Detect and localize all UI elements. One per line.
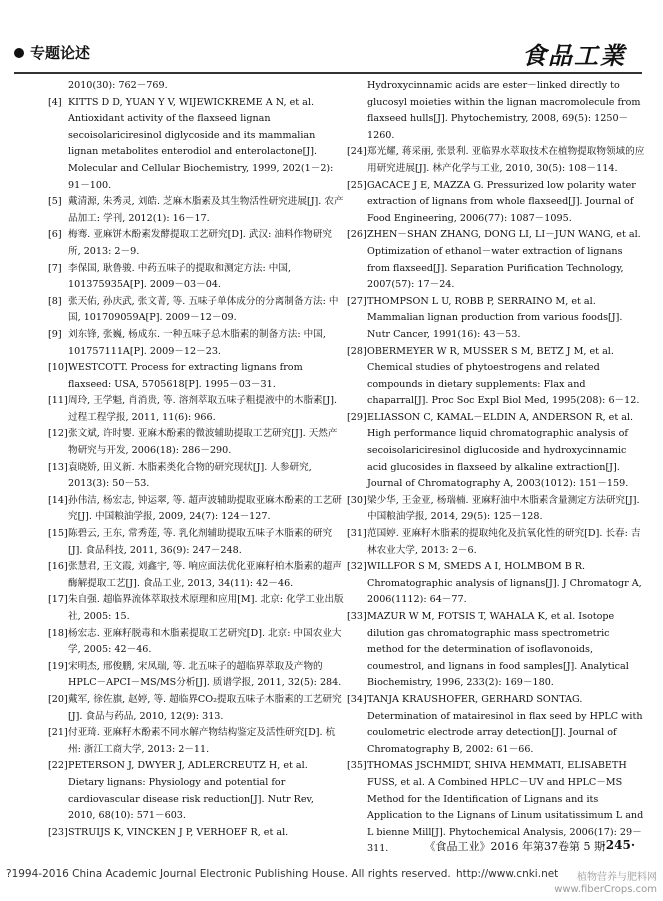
reference-item — [48, 78, 344, 95]
watermark-line-1: 植物营养与肥料网 — [577, 872, 657, 883]
reference-item — [347, 78, 647, 144]
watermark — [554, 872, 657, 896]
reference-item — [347, 526, 647, 559]
reference-number: [20] — [48, 693, 68, 705]
reference-item — [48, 360, 344, 393]
journal-logo: 食品工業 — [522, 41, 626, 70]
page-number: ·245· — [601, 838, 635, 852]
reference-text: 梅骞. 亚麻饼木酚素发酵提取工艺研究[D]. 武汉: 油料作物研究所, 2013: 2－9. — [68, 229, 332, 257]
reference-item — [48, 393, 344, 426]
section-title: 专题论述 — [30, 44, 91, 62]
reference-item — [48, 95, 344, 195]
reference-text: 陈碧云, 王东, 常秀莲, 等. 乳化剂辅助提取五味子木脂素的研究[J]. 食品科技, 2011, 36(9): 247－248. — [68, 528, 333, 556]
references-right-column — [347, 78, 647, 858]
reference-text: 朱自强. 超临界流体萃取技术原理和应用[M]. 北京: 化学工业出版社, 2005: 15. — [68, 594, 344, 622]
reference-text: 范国婷. 亚麻籽木脂素的提取纯化及抗氧化性的研究[D]. 长春: 吉林农业大学, 2013: 2－6. — [367, 528, 641, 556]
reference-text: KITTS D D, YUAN Y V, WIJEWICKREME A N, et al. Antioxidant activity of the flaxseed lignan secoisolariciresinol diglycoside and its mammalian lignan metabolites enterodiol and enterolactone[J]. Molecular and Cellular Biochemistry, 1999, 202(1－2): 91－100. — [68, 96, 334, 191]
reference-item — [48, 692, 344, 725]
reference-item — [48, 460, 344, 493]
reference-text: GACACE J E, MAZZA G. Pressurized low polarity water extraction of lignans from whole flaxseed[J]. Journal of Food Engineering, 2006(77): 1087－1095. — [367, 179, 636, 224]
reference-text: THOMPSON L U, ROBB P, SERRAINO M, et al. Mammalian lignan production from various foods[J]. Nutr Cancer, 1991(16): 43－53. — [367, 295, 623, 340]
reference-number: [26] — [347, 229, 367, 241]
cnki-link[interactable]: http://www.cnki.net — [456, 868, 559, 880]
reference-item — [347, 178, 647, 228]
reference-text: MAZUR W M, FOTSIS T, WAHALA K, et al. Isotope dilution gas chromatographic mass spectrometric method for the determination of isoflavonoids, coumestrol, and lignans in food samples[J]. Analytical Biochemistry, 1996, 233(2): 169－180. — [367, 611, 629, 689]
copyright-text: ?1994-2016 China Academic Journal Electronic Publishing House. All rights reserved. — [6, 868, 451, 880]
reference-item — [347, 227, 647, 293]
reference-item — [48, 194, 344, 227]
reference-number: [33] — [347, 611, 367, 622]
reference-number: [4] — [48, 96, 62, 108]
reference-item — [48, 294, 344, 327]
reference-text: 宋明杰, 邢俊鹏, 宋凤瑞, 等. 北五味子的超临界萃取及产物的HPLC－APCI－MS/MS分析[J]. 质谱学报, 2011, 32(5): 284. — [68, 660, 342, 689]
reference-text: ELIASSON C, KAMAL－ELDIN A, ANDERSON R, et al. High performance liquid chromatographic analysis of secoisolariciresinol diglucoside and hydroxycinnamic acid glucosides in flaxseed by alkaline extraction[J]. Journal of Chromatography A, 2003(1012): 151－159. — [367, 411, 634, 490]
reference-number: [32] — [347, 561, 367, 573]
reference-text: 周玲, 王学魁, 肖消贵, 等. 溶剂萃取五味子粗提液中的木脂素[J]. 过程工程学报, 2011, 11(6): 966. — [68, 395, 338, 423]
references-left-column — [48, 78, 344, 841]
reference-text: 杨宏志. 亚麻籽脱毒和木脂素提取工艺研究[D]. 北京: 中国农业大学, 2005: 42－46. — [68, 627, 342, 656]
reference-item — [48, 227, 344, 260]
reference-item — [347, 493, 647, 526]
reference-text: TANJA KRAUSHOFER, GERHARD SONTAG. Determination of matairesinol in flax seed by HPLC with coulometric electrode array detection[J]. Journal of Chromatography B, 2002: 61－66. — [367, 693, 643, 755]
reference-item — [48, 825, 344, 842]
reference-number: [30] — [347, 494, 367, 506]
reference-number: [25] — [347, 179, 367, 191]
reference-text: 刘东锋, 张巍, 杨成东. 一种五味子总木脂素的制备方法: 中国, 101757111A[P]. 2009－12－23. — [68, 328, 326, 357]
reference-number: [5] — [48, 196, 62, 208]
reference-item — [48, 261, 344, 294]
reference-text: 戴军, 徐佐旗, 赵婷, 等. 超临界CO₂提取五味子木脂素的工艺研究[J]. 食品与药品, 2010, 12(9): 313. — [68, 693, 342, 722]
reference-item — [347, 559, 647, 609]
reference-text: 付亚琦. 亚麻籽木酚素不同水解产物结构鉴定及活性研究[D]. 杭州: 浙江工商大学, 2013: 2－11. — [68, 727, 336, 755]
header-divider — [14, 72, 642, 74]
reference-number: [16] — [48, 561, 68, 573]
reference-item — [48, 327, 344, 360]
reference-number: [17] — [48, 594, 68, 606]
reference-text: OBERMEYER W R, MUSSER S M, BETZ J M, et al. Chemical studies of phytoestrogens and related compounds in dietary supplements: Flax and chaparral[J]. Proc Soc Expl Biol Med, 1995(208): 6－12. — [367, 345, 640, 407]
reference-text: 袁晓娇, 田义新. 木脂素类化合物的研究现状[J]. 人参研究, 2013(3): 50－53. — [68, 461, 312, 490]
reference-number: [31] — [347, 528, 367, 540]
journal-issue-label: 《食品工业》2016 年第37卷第 5 期 — [424, 840, 605, 853]
reference-number: [8] — [48, 295, 62, 307]
reference-text: PETERSON J, DWYER J, ADLERCREUTZ H, et al. Dietary lignans: Physiology and potential for cardiovascular disease risk reduction[J]. Nutr Rev, 2010, 68(10): 571－603. — [68, 760, 314, 822]
reference-text: THOMAS JSCHMIDT, SHIVA HEMMATI, ELISABETH FUSS, et al. A Combined HPLC－UV and HPLC－MS Method for the Identification of Lignans and its Application to the Lignans of Linum usitatissimum L and L bienne Mill[J]. Phytochemical Analysis, 2006(17): 29－311. — [367, 760, 644, 855]
reference-number: [19] — [48, 660, 68, 672]
reference-item — [347, 410, 647, 493]
reference-item — [347, 144, 647, 177]
reference-text: 李保国, 耿鲁骏. 中药五味子的提取和测定方法: 中国, 101375935A[P]. 2009－03－04. — [68, 262, 291, 291]
reference-item — [347, 344, 647, 410]
reference-text: 张慧君, 王文霞, 刘鑫宇, 等. 响应面法优化亚麻籽柏木脂素的超声酶解提取工艺[J]. 食品工业, 2013, 34(11): 42－46. — [68, 561, 342, 589]
reference-item — [48, 659, 344, 692]
reference-number: [10] — [48, 362, 68, 374]
reference-number: [18] — [48, 627, 68, 639]
reference-number: [21] — [48, 727, 68, 739]
reference-number: [15] — [48, 528, 68, 540]
reference-item — [48, 526, 344, 559]
reference-number: [29] — [347, 411, 367, 423]
reference-number: [22] — [48, 760, 68, 772]
reference-item — [347, 692, 647, 758]
reference-number: [23] — [48, 826, 68, 838]
reference-text: Hydroxycinnamic acids are ester－linked directly to glucosyl moieties within the lignan macromolecule from flaxseed hulls[J]. Phytochemistry, 2008, 69(5): 1250－1260. — [367, 80, 641, 141]
reference-number: [6] — [48, 229, 62, 241]
reference-number: [14] — [48, 494, 68, 506]
reference-text: 孙伟洁, 杨宏志, 钟运翠, 等. 超声波辅助提取亚麻木酚素的工艺研究[J]. 中国粮油学报, 2009, 24(7): 124－127. — [68, 494, 342, 523]
reference-text: 戴清源, 朱秀灵, 刘皓. 芝麻木脂素及其生物活性研究进展[J]. 农产品加工: 学刊, 2012(1): 16－17. — [68, 196, 344, 224]
reference-number: [24] — [347, 146, 367, 158]
reference-number: [7] — [48, 262, 62, 274]
reference-item — [48, 493, 344, 526]
reference-number: [28] — [347, 345, 367, 357]
reference-number: [11] — [48, 395, 68, 407]
reference-item — [48, 426, 344, 459]
reference-text: 梁少华, 王金亚, 杨瑞楠. 亚麻籽油中木脂素含量测定方法研究[J]. 中国粮油学报, 2014, 29(5): 125－128. — [367, 494, 640, 523]
reference-item — [48, 758, 344, 824]
reference-text: WESTCOTT. Process for extracting lignans from flaxseed: USA, 5705618[P]. 1995－03－31. — [68, 362, 303, 390]
reference-text: 张文斌, 许时婴. 亚麻木酚素的微波辅助提取工艺研究[J]. 天然产物研究与开发, 2006(18): 286－290. — [68, 428, 338, 457]
reference-number: [13] — [48, 461, 68, 473]
reference-text: 张天佑, 孙庆武, 张文菁, 等. 五味子单体成分的分离制备方法: 中国, 101709059A[P]. 2009－12－09. — [68, 295, 339, 324]
reference-text: WILLFOR S M, SMEDS A I, HOLMBOM B R. Chromatographic analysis of lignans[J]. J Chromatogr A, 2006(1112): 64－77. — [367, 561, 642, 606]
watermark-line-2: www.fiberCrops.com — [554, 884, 657, 895]
bullet-dot-icon — [14, 48, 24, 58]
reference-number: [35] — [347, 760, 367, 772]
reference-item — [48, 559, 344, 592]
reference-text: ZHEN－SHAN ZHANG, DONG LI, LI－JUN WANG, et al. Optimization of ethanol－water extraction of lignans from flaxseed[J]. Separation Purification Technology, 2007(57): 17－24. — [367, 229, 641, 291]
reference-text: 郑光耀, 蒋采丽, 张景利. 亚临界水萃取技术在植物提取物领域的应用研究进展[J]. 林产化学与工业, 2010, 30(5): 108－114. — [367, 146, 645, 174]
reference-item — [347, 609, 647, 692]
reference-number: [34] — [347, 693, 367, 705]
reference-number: [27] — [347, 295, 367, 307]
reference-text: 2010(30): 762－769. — [68, 80, 168, 91]
reference-item — [48, 626, 344, 659]
reference-number: [9] — [48, 328, 62, 340]
reference-item — [48, 725, 344, 758]
reference-number: [12] — [48, 428, 68, 440]
reference-item — [347, 294, 647, 344]
reference-text: STRUIJS K, VINCKEN J P, VERHOEF R, et al. — [68, 826, 289, 838]
reference-item — [48, 592, 344, 625]
page-header — [14, 36, 654, 72]
